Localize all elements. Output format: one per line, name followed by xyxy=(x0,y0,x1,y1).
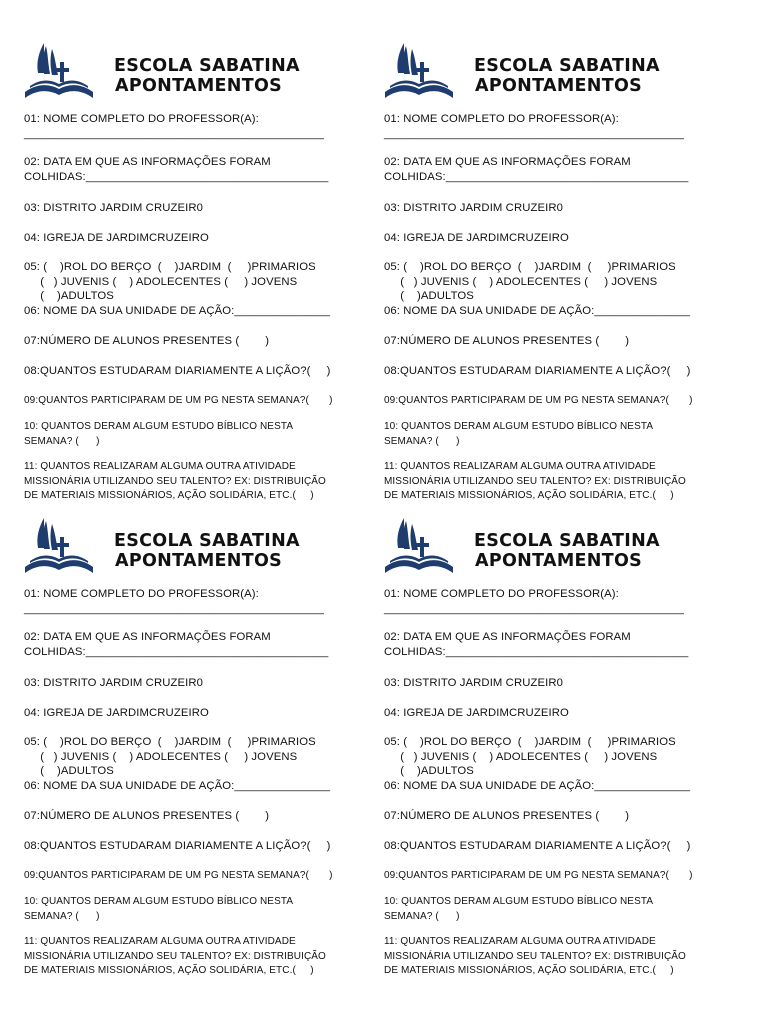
field-01-nome-professor: 01: NOME COMPLETO DO PROFESSOR(A): _______________________________________________ xyxy=(24,588,324,615)
field-06-unidade-acao: 06: NOME DA SUA UNIDADE DE AÇÃO:_______________ xyxy=(24,780,331,792)
field-05-classes: 05: ( )ROL DO BERÇO ( )JARDIM ( )PRIMARIOS ( ) JUVENIS ( ) ADOLECENTES ( ) JOVENS ( )ADULTOS xyxy=(384,261,676,302)
field-07-alunos-presentes: 07:NÚMERO DE ALUNOS PRESENTES ( ) xyxy=(24,810,270,822)
title-line-1: ESCOLA SABATINA xyxy=(474,56,660,76)
field-01-nome-professor: 01: NOME COMPLETO DO PROFESSOR(A): _______________________________________________ xyxy=(384,588,684,615)
field-09-participaram-pg: 09:QUANTOS PARTICIPARAM DE UM PG NESTA SEMANA?( ) xyxy=(24,870,333,881)
field-08-estudaram-licao: 08:QUANTOS ESTUDARAM DIARIAMENTE A LIÇÃO?( ) xyxy=(24,840,331,852)
field-03-distrito: 03: DISTRITO JARDIM CRUZEIR0 xyxy=(384,677,563,689)
field-05-classes: 05: ( )ROL DO BERÇO ( )JARDIM ( )PRIMARIOS ( ) JUVENIS ( ) ADOLECENTES ( ) JOVENS ( )ADULTOS xyxy=(24,736,316,777)
field-09-participaram-pg: 09:QUANTOS PARTICIPARAM DE UM PG NESTA SEMANA?( ) xyxy=(24,395,333,406)
field-01-nome-professor: 01: NOME COMPLETO DO PROFESSOR(A): _______________________________________________ xyxy=(384,113,684,140)
field-02-data-informacoes: 02: DATA EM QUE AS INFORMAÇÕES FORAM COLHIDAS:______________________________________ xyxy=(24,631,329,658)
field-08-estudaram-licao: 08:QUANTOS ESTUDARAM DIARIAMENTE A LIÇÃO?( ) xyxy=(384,840,691,852)
field-02-data-informacoes: 02: DATA EM QUE AS INFORMAÇÕES FORAM COLHIDAS:______________________________________ xyxy=(384,631,689,658)
field-07-alunos-presentes: 07:NÚMERO DE ALUNOS PRESENTES ( ) xyxy=(384,335,630,347)
field-11-atividade-missionaria: 11: QUANTOS REALIZARAM ALGUMA OUTRA ATIVIDADE MISSIONÁRIA UTILIZANDO SEU TALENTO? EX: DISTRIBUIÇÃO DE MATERIAIS MISSIONÁRIOS, AÇÃO SOLIDÁRIA, ETC.( ) xyxy=(24,461,326,501)
title-line-1: ESCOLA SABATINA xyxy=(114,531,300,551)
field-11-atividade-missionaria: 11: QUANTOS REALIZARAM ALGUMA OUTRA ATIVIDADE MISSIONÁRIA UTILIZANDO SEU TALENTO? EX: DISTRIBUIÇÃO DE MATERIAIS MISSIONÁRIOS, AÇÃO SOLIDÁRIA, ETC.( ) xyxy=(384,936,686,976)
report-form xyxy=(24,515,384,1015)
form-header xyxy=(384,515,744,577)
field-08-estudaram-licao: 08:QUANTOS ESTUDARAM DIARIAMENTE A LIÇÃO?( ) xyxy=(384,365,691,377)
adventist-church-logo-icon xyxy=(384,40,454,100)
field-05-classes: 05: ( )ROL DO BERÇO ( )JARDIM ( )PRIMARIOS ( ) JUVENIS ( ) ADOLECENTES ( ) JOVENS ( )ADULTOS xyxy=(384,736,676,777)
form-header xyxy=(24,515,384,577)
field-09-participaram-pg: 09:QUANTOS PARTICIPARAM DE UM PG NESTA SEMANA?( ) xyxy=(384,395,693,406)
field-08-estudaram-licao: 08:QUANTOS ESTUDARAM DIARIAMENTE A LIÇÃO?( ) xyxy=(24,365,331,377)
field-05-classes: 05: ( )ROL DO BERÇO ( )JARDIM ( )PRIMARIOS ( ) JUVENIS ( ) ADOLECENTES ( ) JOVENS ( )ADULTOS xyxy=(24,261,316,302)
field-10-estudo-biblico: 10: QUANTOS DERAM ALGUM ESTUDO BÍBLICO NESTA SEMANA? ( ) xyxy=(24,896,294,922)
report-form xyxy=(24,40,384,540)
form-title xyxy=(474,56,744,96)
field-03-distrito: 03: DISTRITO JARDIM CRUZEIR0 xyxy=(24,677,203,689)
adventist-church-logo-icon xyxy=(384,515,454,575)
field-10-estudo-biblico: 10: QUANTOS DERAM ALGUM ESTUDO BÍBLICO NESTA SEMANA? ( ) xyxy=(384,421,654,447)
field-06-unidade-acao: 06: NOME DA SUA UNIDADE DE AÇÃO:_______________ xyxy=(384,780,691,792)
field-04-igreja: 04: IGREJA DE JARDIMCRUZEIRO xyxy=(24,232,209,244)
form-title xyxy=(114,531,384,571)
field-02-data-informacoes: 02: DATA EM QUE AS INFORMAÇÕES FORAM COLHIDAS:______________________________________ xyxy=(384,156,689,183)
title-line-2: APONTAMENTOS xyxy=(475,76,643,96)
form-header xyxy=(384,40,744,102)
field-03-distrito: 03: DISTRITO JARDIM CRUZEIR0 xyxy=(24,202,203,214)
field-07-alunos-presentes: 07:NÚMERO DE ALUNOS PRESENTES ( ) xyxy=(384,810,630,822)
field-09-participaram-pg: 09:QUANTOS PARTICIPARAM DE UM PG NESTA SEMANA?( ) xyxy=(384,870,693,881)
adventist-church-logo-icon xyxy=(24,515,94,575)
adventist-church-logo-icon xyxy=(24,40,94,100)
field-10-estudo-biblico: 10: QUANTOS DERAM ALGUM ESTUDO BÍBLICO NESTA SEMANA? ( ) xyxy=(384,896,654,922)
field-04-igreja: 04: IGREJA DE JARDIMCRUZEIRO xyxy=(384,707,569,719)
field-04-igreja: 04: IGREJA DE JARDIMCRUZEIRO xyxy=(24,707,209,719)
title-line-2: APONTAMENTOS xyxy=(115,76,283,96)
form-title xyxy=(474,531,744,571)
title-line-1: ESCOLA SABATINA xyxy=(114,56,300,76)
field-10-estudo-biblico: 10: QUANTOS DERAM ALGUM ESTUDO BÍBLICO NESTA SEMANA? ( ) xyxy=(24,421,294,447)
title-line-2: APONTAMENTOS xyxy=(475,551,643,571)
field-06-unidade-acao: 06: NOME DA SUA UNIDADE DE AÇÃO:_______________ xyxy=(384,305,691,317)
field-02-data-informacoes: 02: DATA EM QUE AS INFORMAÇÕES FORAM COLHIDAS:______________________________________ xyxy=(24,156,329,183)
title-line-2: APONTAMENTOS xyxy=(115,551,283,571)
form-title xyxy=(114,56,384,96)
field-07-alunos-presentes: 07:NÚMERO DE ALUNOS PRESENTES ( ) xyxy=(24,335,270,347)
report-form xyxy=(384,40,744,540)
form-header xyxy=(24,40,384,102)
report-form xyxy=(384,515,744,1015)
field-11-atividade-missionaria: 11: QUANTOS REALIZARAM ALGUMA OUTRA ATIVIDADE MISSIONÁRIA UTILIZANDO SEU TALENTO? EX: DISTRIBUIÇÃO DE MATERIAIS MISSIONÁRIOS, AÇÃO SOLIDÁRIA, ETC.( ) xyxy=(384,461,686,501)
field-11-atividade-missionaria: 11: QUANTOS REALIZARAM ALGUMA OUTRA ATIVIDADE MISSIONÁRIA UTILIZANDO SEU TALENTO? EX: DISTRIBUIÇÃO DE MATERIAIS MISSIONÁRIOS, AÇÃO SOLIDÁRIA, ETC.( ) xyxy=(24,936,326,976)
title-line-1: ESCOLA SABATINA xyxy=(474,531,660,551)
field-04-igreja: 04: IGREJA DE JARDIMCRUZEIRO xyxy=(384,232,569,244)
field-03-distrito: 03: DISTRITO JARDIM CRUZEIR0 xyxy=(384,202,563,214)
field-01-nome-professor: 01: NOME COMPLETO DO PROFESSOR(A): _______________________________________________ xyxy=(24,113,324,140)
field-06-unidade-acao: 06: NOME DA SUA UNIDADE DE AÇÃO:_______________ xyxy=(24,305,331,317)
